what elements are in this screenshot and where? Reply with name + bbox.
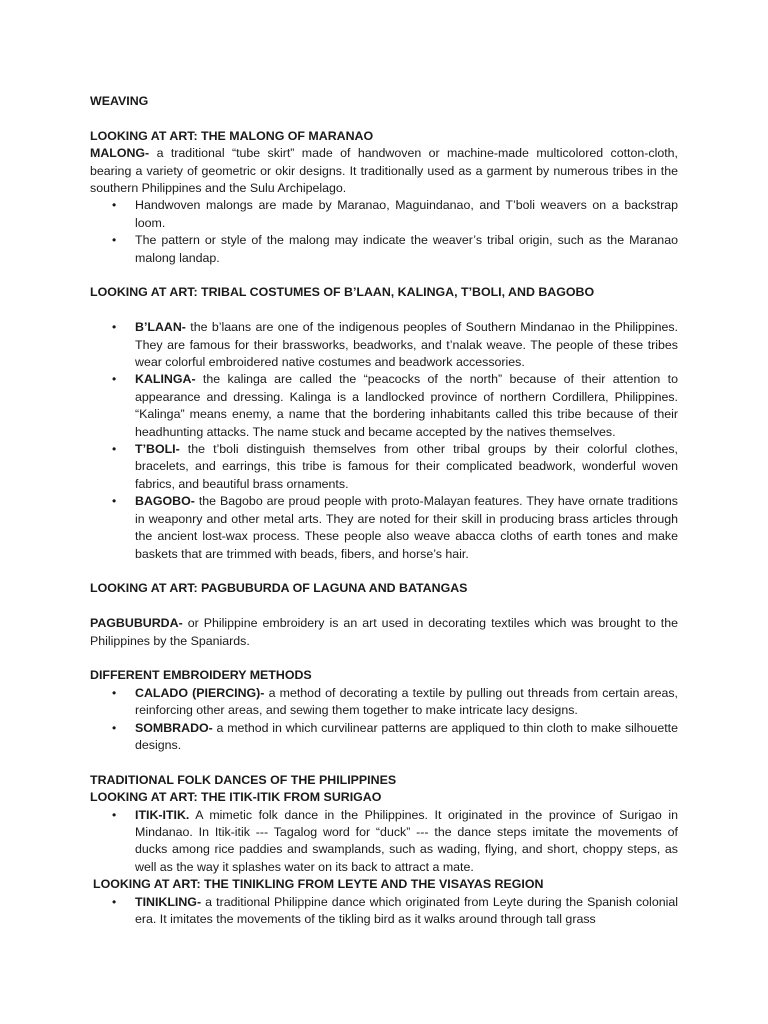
bullet-icon: • xyxy=(112,720,117,735)
document-page xyxy=(90,93,678,928)
list-item-term: SOMBRADO- xyxy=(135,720,213,735)
list-item xyxy=(90,441,678,493)
bullet-icon: • xyxy=(112,442,117,457)
list-item xyxy=(90,720,678,755)
bullet-icon: • xyxy=(112,685,117,700)
malong-text: a traditional “tube skirt” made of handwoven or machine-made multicolored cotton-cloth, bearing a variety of geometric or okir designs. It traditionally used as a garment by numerous tribes in the southern Philippines and the Sulu Archipelago. xyxy=(90,146,678,196)
list-item xyxy=(90,685,678,720)
bullet-icon: • xyxy=(112,320,117,335)
spacer xyxy=(90,754,678,771)
list-item xyxy=(90,894,678,929)
bullet-icon: • xyxy=(112,494,117,509)
section-heading-pagbuburda: LOOKING AT ART: PAGBUBURDA OF LAGUNA AND BATANGAS xyxy=(90,581,468,596)
list-item-text: the t’boli distinguish themselves from other tribal groups by their colorful clothes, bracelets, and earrings, this tribe is famous for their complicated beadwork, wonderful woven fabrics, and beautiful brass ornaments. xyxy=(135,442,678,491)
bullet-icon: • xyxy=(112,807,117,822)
list-item-text: the kalinga are called the “peacocks of the north” because of their attention to appearance and dressing. Kalinga is a landlocked province of northern Cordillera, Philippines. “Kalinga” means enemy, a name that the bordering inhabitants called this tribe because of their headhunting attacks. The name stuck and became accepted by the natives themselves. xyxy=(135,372,678,439)
spacer xyxy=(90,598,678,615)
list-item-term: TINIKLING- xyxy=(135,894,202,909)
spacer xyxy=(90,302,678,319)
malong-term: MALONG- xyxy=(90,146,150,161)
bullet-icon: • xyxy=(112,198,117,213)
section-heading-tribal: LOOKING AT ART: TRIBAL COSTUMES OF B’LAAN, KALINGA, T’BOLI, AND BAGOBO xyxy=(90,285,595,300)
list-item-term: CALADO (PIERCING)- xyxy=(135,685,265,700)
spacer xyxy=(90,110,678,127)
list-item-text: a traditional Philippine dance which originated from Leyte during the Spanish colonial era. It imitates the movements of the tikling bird as it walks around through tall grass xyxy=(135,894,678,926)
list-item-text: Handwoven malongs are made by Maranao, Maguindanao, and T’boli weavers on a backstrap loom. xyxy=(135,198,678,230)
list-item xyxy=(90,371,678,441)
pagbuburda-term: PAGBUBURDA- xyxy=(90,616,183,631)
list-item xyxy=(90,493,678,563)
section-heading-embroidery: DIFFERENT EMBROIDERY METHODS xyxy=(90,668,312,683)
embroidery-bullet-list xyxy=(90,685,678,755)
section-heading-malong: LOOKING AT ART: THE MALONG OF MARANAO xyxy=(90,128,374,143)
list-item xyxy=(90,807,678,877)
list-item xyxy=(90,319,678,371)
list-item-text: A mimetic folk dance in the Philippines. It originated in the province of Surigao in Mindanao. In Itik-itik --- Tagalog word for “duck” --- the dance steps imitate the movements of ducks among rice paddies and swamplands, such as wading, flying, and short, choppy steps, as well as the way it splashes water on its back to attract a mate. xyxy=(135,807,678,874)
list-item-term: KALINGA- xyxy=(135,372,196,387)
tribal-bullet-list xyxy=(90,319,678,563)
spacer xyxy=(90,563,678,580)
malong-definition xyxy=(90,145,678,197)
itik-bullet-list xyxy=(90,807,678,877)
spacer xyxy=(90,267,678,284)
list-item-term: B’LAAN- xyxy=(135,320,186,335)
list-item-text: a method of decorating a textile by pulling out threads from certain areas, reinforcing other areas, and sewing them together to make intricate lacy designs. xyxy=(135,685,678,718)
section-heading-itik: LOOKING AT ART: THE ITIK-ITIK FROM SURIGAO xyxy=(90,790,382,805)
bullet-icon: • xyxy=(112,894,117,909)
pagbuburda-definition xyxy=(90,615,678,650)
section-heading-tinikling: LOOKING AT ART: THE TINIKLING FROM LEYTE AND THE VISAYAS REGION xyxy=(93,877,544,892)
list-item-text: the b’laans are one of the indigenous peoples of Southern Mindanao in the Philippines. They are famous for their brassworks, beadworks, and t’nalak weave. The people of these tribes wear colorful embroidered native costumes and beadwork accessories. xyxy=(135,320,678,370)
spacer xyxy=(90,650,678,667)
malong-bullet-list xyxy=(90,197,678,267)
section-heading-dances: TRADITIONAL FOLK DANCES OF THE PHILIPPINES xyxy=(90,772,397,787)
list-item-term: ITIK-ITIK. xyxy=(135,807,190,822)
list-item xyxy=(90,232,678,267)
list-item-term: BAGOBO- xyxy=(135,494,195,509)
list-item xyxy=(90,197,678,232)
bullet-icon: • xyxy=(112,372,117,387)
document-title: WEAVING xyxy=(90,94,149,108)
list-item-text: the Bagobo are proud people with proto-Malayan features. They have ornate traditions in weaponry and other metal arts. They are noted for their skill in producing brass articles through the ancient lost-wax process. These people also weave abacca cloths of earth tones and make baskets that are trimmed with beads, fibers, and horse’s hair. xyxy=(135,494,678,561)
pagbuburda-text: or Philippine embroidery is an art used in decorating textiles which was brought to the Philippines by the Spaniards. xyxy=(90,616,678,648)
bullet-icon: • xyxy=(112,233,117,248)
list-item-text: a method in which curvilinear patterns are appliqued to thin cloth to make silhouette designs. xyxy=(135,720,678,752)
list-item-term: T’BOLI- xyxy=(135,442,180,457)
tinikling-bullet-list xyxy=(90,894,678,929)
list-item-text: The pattern or style of the malong may indicate the weaver’s tribal origin, such as the Maranao malong landap. xyxy=(135,233,678,265)
